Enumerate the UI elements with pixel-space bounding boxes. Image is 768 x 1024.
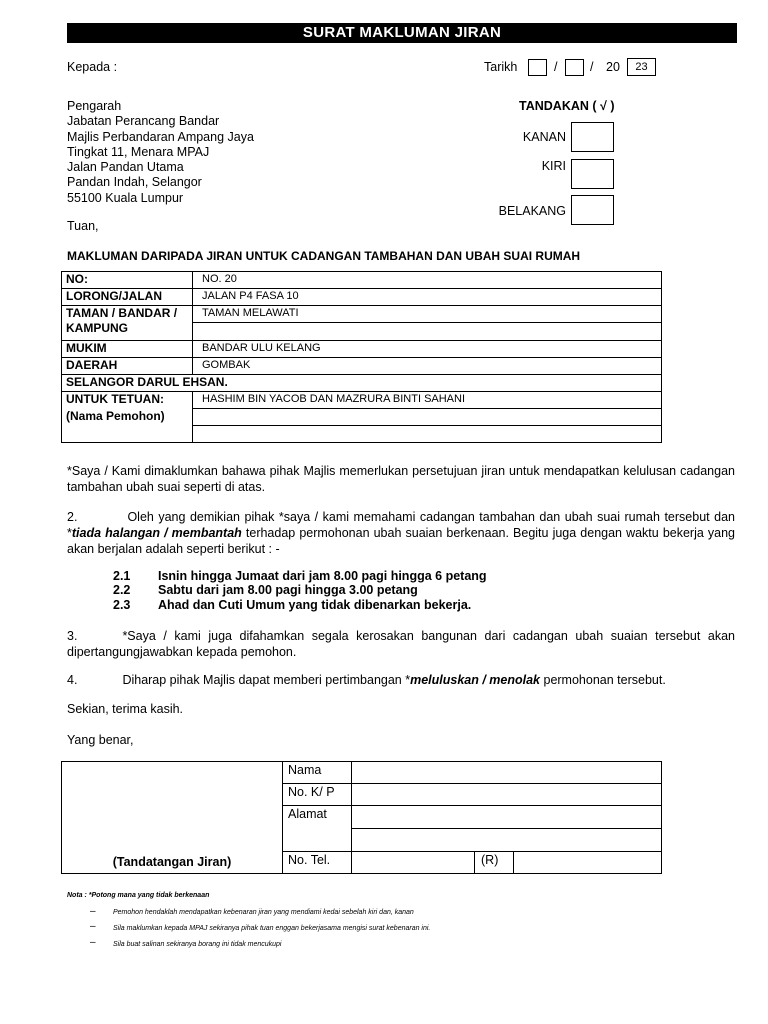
tetuan-value[interactable]: HASHIM BIN YACOB DAN MAZRURA BINTI SAHANI [193, 392, 662, 409]
item-2-2-text: Sabtu dari jam 8.00 pagi hingga 3.00 petang [158, 583, 418, 597]
p3-text: *Saya / kami juga difahamkan segala kerosakan bangunan dari cadangan ubah suaian tersebut akan dipertangungjawabkan kepada pemohon. [67, 629, 735, 659]
table-row [62, 289, 662, 306]
taman-value[interactable]: TAMAN MELAWATI [193, 306, 661, 323]
daerah-value[interactable]: GOMBAK [193, 358, 662, 375]
item-2-1-number: 2.1 [113, 569, 131, 583]
kiri-label: KIRI [541, 159, 566, 173]
alamat-field-2[interactable] [352, 829, 662, 852]
item-2-1-text: Isnin hingga Jumaat dari jam 8.00 pagi hingga 6 petang [158, 569, 487, 583]
p4-text-c: permohonan tersebut. [540, 673, 666, 687]
date-slash-2: / [590, 60, 594, 74]
date-month-box[interactable] [565, 59, 584, 76]
tetuan-label-cell [62, 392, 193, 443]
table-row [62, 306, 662, 341]
address-line: Tingkat 11, Menara MPAJ [67, 144, 210, 159]
document-title: SURAT MAKLUMAN JIRAN [67, 23, 737, 43]
pemohon-label: (Nama Pemohon) [66, 409, 165, 423]
closing-text: Sekian, terima kasih. [67, 702, 184, 716]
lorong-value[interactable]: JALAN P4 FASA 10 [193, 289, 662, 306]
signature-table [61, 761, 662, 874]
item-2-3-text: Ahad dan Cuti Umum yang tidak dibenarkan bekerja. [158, 598, 472, 612]
notel-r-field[interactable] [514, 852, 661, 873]
nama-field[interactable] [352, 762, 662, 784]
tetuan-label: UNTUK TETUAN: [66, 392, 164, 406]
address-block [67, 99, 254, 206]
p2-number: 2. [67, 510, 78, 524]
table-row [62, 358, 662, 375]
mukim-value[interactable]: BANDAR ULU KELANG [193, 341, 662, 358]
nama-label: Nama [283, 762, 352, 784]
lorong-label: LORONG/JALAN [62, 289, 193, 306]
note-heading: Nota : *Potong mana yang tidak berkenaan [67, 892, 210, 899]
p3-number: 3. [67, 629, 78, 643]
date-day-box[interactable] [528, 59, 547, 76]
p4-number: 4. [67, 673, 78, 687]
alamat-field-1[interactable] [352, 806, 662, 829]
p4-text-b: meluluskan / menolak [410, 673, 541, 687]
note-line: Pemohon hendaklah mendapatkan kebenaran jiran yang mendiami kedai sebelah kiri dan, kanan [113, 909, 414, 916]
p2-text-b: tiada halangan / membantah [71, 526, 242, 540]
table-row [62, 762, 662, 784]
year-prefix: 20 [606, 60, 620, 74]
tetuan-blank-1[interactable] [193, 409, 662, 426]
table-row [62, 341, 662, 358]
address-line: Jalan Pandan Utama [67, 160, 184, 175]
tetuan-blank-2[interactable] [193, 426, 662, 443]
tarikh-label: Tarikh [484, 60, 518, 74]
nokp-field[interactable] [352, 784, 662, 806]
notel-field[interactable] [352, 852, 475, 874]
signature-area[interactable] [62, 762, 283, 874]
table-row [62, 272, 662, 289]
mukim-label: MUKIM [62, 341, 193, 358]
p2-text-c: terhadap permohonan ubah suaian berkenaan. Begitu juga dengan waktu bekerja yang akan berjalan adalah seperti berikut : - [67, 526, 736, 556]
notel-label: No. Tel. [283, 852, 352, 874]
r-label: (R) [475, 852, 514, 873]
address-line: Majlis Perbandaran Ampang Jaya [67, 129, 254, 144]
kepada-label: Kepada : [67, 60, 118, 74]
kiri-checkbox[interactable] [571, 159, 614, 189]
p4-text-a: Diharap pihak Majlis dapat memberi pertimbangan * [122, 673, 411, 687]
belakang-label: BELAKANG [498, 204, 566, 218]
no-label: NO: [62, 272, 193, 289]
address-line: Pengarah [67, 99, 122, 113]
date-year-box[interactable]: 23 [627, 58, 656, 76]
kanan-checkbox[interactable] [571, 122, 614, 152]
belakang-checkbox[interactable] [571, 195, 614, 225]
paragraph-4 [67, 672, 735, 688]
date-slash-1: / [554, 60, 558, 74]
alamat-label: Alamat [283, 806, 352, 852]
note-dash: – [90, 906, 96, 917]
table-row [62, 392, 662, 409]
paragraph-3 [67, 628, 735, 660]
note-line: Sila maklumkan kepada MPAJ sekiranya pihak tuan enggan bekerjasama mengisi surat kebenaran ini. [113, 925, 431, 932]
table-row [62, 375, 662, 392]
address-line: Pandan Indah, Selangor [67, 175, 202, 190]
yang-benar-text: Yang benar, [67, 733, 134, 747]
negeri-label: SELANGOR DARUL EHSAN. [62, 375, 662, 392]
no-value[interactable]: NO. 20 [193, 272, 662, 289]
section-heading: MAKLUMAN DARIPADA JIRAN UNTUK CADANGAN TAMBAHAN DAN UBAH SUAI RUMAH [67, 249, 581, 263]
note-dash: – [90, 921, 96, 932]
tandatangan-label: (Tandatangan Jiran) [112, 855, 232, 869]
kanan-label: KANAN [522, 130, 566, 144]
item-2-2-number: 2.2 [113, 583, 131, 597]
paragraph-1: *Saya / Kami dimaklumkan bahawa pihak Majlis memerlukan persetujuan jiran untuk mendapatkan kelulusan cadangan tambahan ubah suai seperti di atas. [67, 464, 735, 494]
salutation: Tuan, [67, 219, 99, 233]
property-info-table [61, 271, 662, 443]
daerah-label: DAERAH [62, 358, 193, 375]
item-2-3-number: 2.3 [113, 598, 131, 612]
taman-value-cell [193, 306, 662, 341]
p2-text-a: Oleh yang demikian pihak *saya / kami memahami cadangan tambahan dan ubah suai rumah tersebut dan * [67, 510, 735, 540]
taman-label: TAMAN / BANDAR / KAMPUNG [62, 306, 193, 341]
address-line: Jabatan Perancang Bandar [67, 114, 220, 129]
nokp-label: No. K/ P [283, 784, 352, 806]
tandakan-heading: TANDAKAN ( √ ) [519, 99, 615, 113]
paragraph-2 [67, 509, 735, 557]
notel-r-cell [475, 852, 662, 874]
note-dash: – [90, 937, 96, 948]
note-line: Sila buat salinan sekiranya borang ini tidak mencukupi [113, 941, 282, 948]
address-line: 55100 Kuala Lumpur [67, 190, 184, 205]
